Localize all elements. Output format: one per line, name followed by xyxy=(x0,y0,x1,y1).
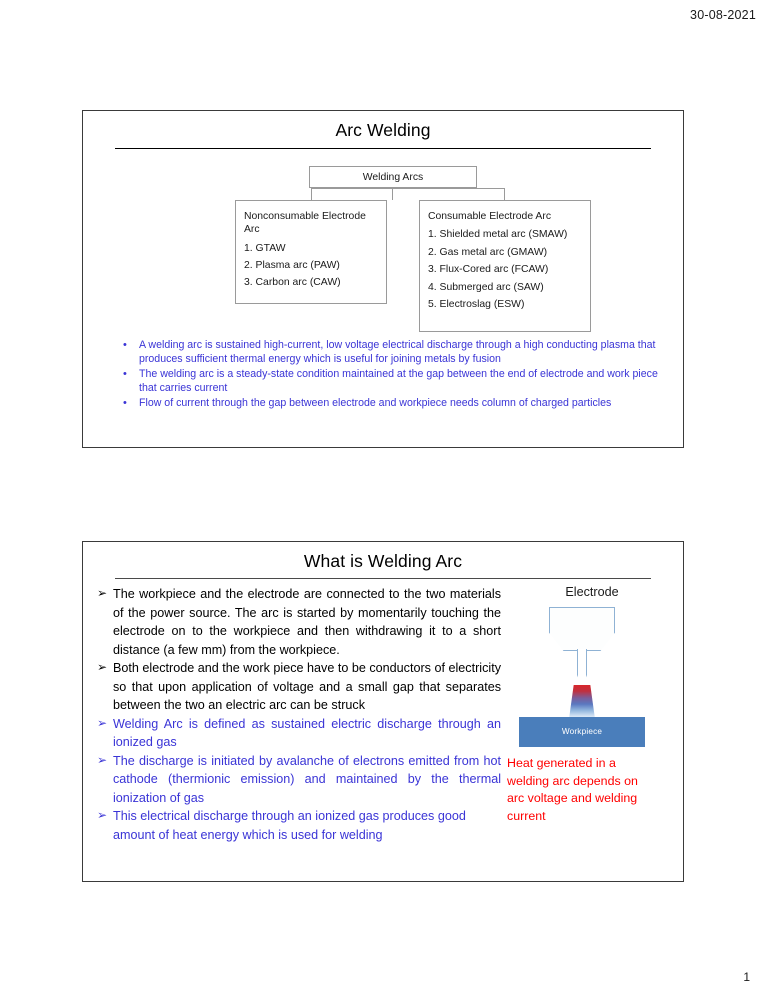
workpiece-bar: Workpiece xyxy=(519,717,645,747)
slide-2-bullet xyxy=(97,752,501,808)
connector-left-vertical xyxy=(311,188,312,200)
chart-item-smaw: 1. Shielded metal arc (SMAW) xyxy=(428,229,568,241)
slide-1-bullet: • The welding arc is a steady-state condition maintained at the gap between the end of electrode and work piece that carries current xyxy=(129,368,667,396)
slide-2-bullet xyxy=(97,715,501,752)
chart-node-nonconsumable xyxy=(235,200,387,304)
electrode-label: Electrode xyxy=(565,585,619,599)
electrode-stem-shape xyxy=(577,649,587,675)
slide-arc-welding xyxy=(82,110,684,448)
chart-item-caw: 3. Carbon arc (CAW) xyxy=(244,277,341,289)
chart-node-root: Welding Arcs xyxy=(309,166,477,188)
chart-item-gmaw: 2. Gas metal arc (GMAW) xyxy=(428,246,548,258)
connector-horizontal xyxy=(311,188,505,189)
slide-2-bullet-list xyxy=(97,585,501,844)
connector-root-vertical xyxy=(392,188,393,200)
slide-1-title: Arc Welding xyxy=(335,120,431,140)
slide-2-bullet-text: ➢ The discharge is initiated by avalanche of electrons emitted from hot cathode (thermionic emission) and maintained by the thermal ionization of gas xyxy=(113,753,501,805)
chart-node-nonconsumable-title: Nonconsumable Electrode Arc xyxy=(244,211,366,236)
chart-item-gtaw: 1. GTAW xyxy=(244,242,286,254)
chart-item-saw: 4. Submerged arc (SAW) xyxy=(428,281,544,293)
figure-caption: Heat generated in a welding arc depends on arc voltage and welding current xyxy=(507,756,638,823)
slide-2-bullet-text: ➢ Both electrode and the work piece have to be conductors of electricity so that upon application of voltage and a small gap that separates between the two an electric arc can be struck xyxy=(113,661,501,712)
slide-2-title: What is Welding Arc xyxy=(303,551,463,571)
slide-2-text-column xyxy=(97,585,501,844)
slide-2-bullet xyxy=(97,659,501,715)
slide-1-bullet: • Flow of current through the gap between electrode and workpiece needs column of charged particles xyxy=(129,397,667,411)
welding-arc-plume xyxy=(569,685,595,719)
page-number: 1 xyxy=(743,970,750,984)
chart-item-esw: 5. Electroslag (ESW) xyxy=(428,298,525,310)
electrode-diagram-canvas xyxy=(507,605,677,751)
connector-right-vertical xyxy=(504,188,505,200)
chart-item-fcaw: 3. Flux-Cored arc (FCAW) xyxy=(428,264,549,276)
electrode-arc-figure xyxy=(507,585,677,825)
slide-what-is-welding-arc xyxy=(82,541,684,882)
slide-2-body xyxy=(83,579,683,842)
electrode-body-outline xyxy=(549,607,615,651)
slide-2-bullet-text: ➢ The workpiece and the electrode are connected to the two materials of the power source. The arc is started by momentarily touching the electrode on to the workpiece and then withdrawing it to a short distance (a few mm) from the workpiece. xyxy=(113,587,501,657)
slide-1-bullet-list xyxy=(83,339,683,411)
chart-item-paw: 2. Plasma arc (PAW) xyxy=(244,260,340,272)
chart-node-consumable-title: Consumable Electrode Arc xyxy=(428,211,552,222)
slide-2-bullet xyxy=(97,807,501,844)
welding-arcs-org-chart xyxy=(83,149,683,339)
page-date: 30-08-2021 xyxy=(690,8,756,22)
chart-node-consumable xyxy=(419,200,591,332)
slide-2-bullet-text: ➢ Welding Arc is defined as sustained electric discharge through an ionized gas xyxy=(113,716,501,749)
slide-2-bullet-text: ➢ This electrical discharge through an ionized gas produces good amount of heat energy which is used for welding xyxy=(113,809,466,842)
slide-1-bullet: • A welding arc is sustained high-current, low voltage electrical discharge through a high conducting plasma that produces sufficient thermal energy which is useful for joining metals by fusion xyxy=(129,339,667,367)
slide-2-bullet xyxy=(97,585,501,659)
